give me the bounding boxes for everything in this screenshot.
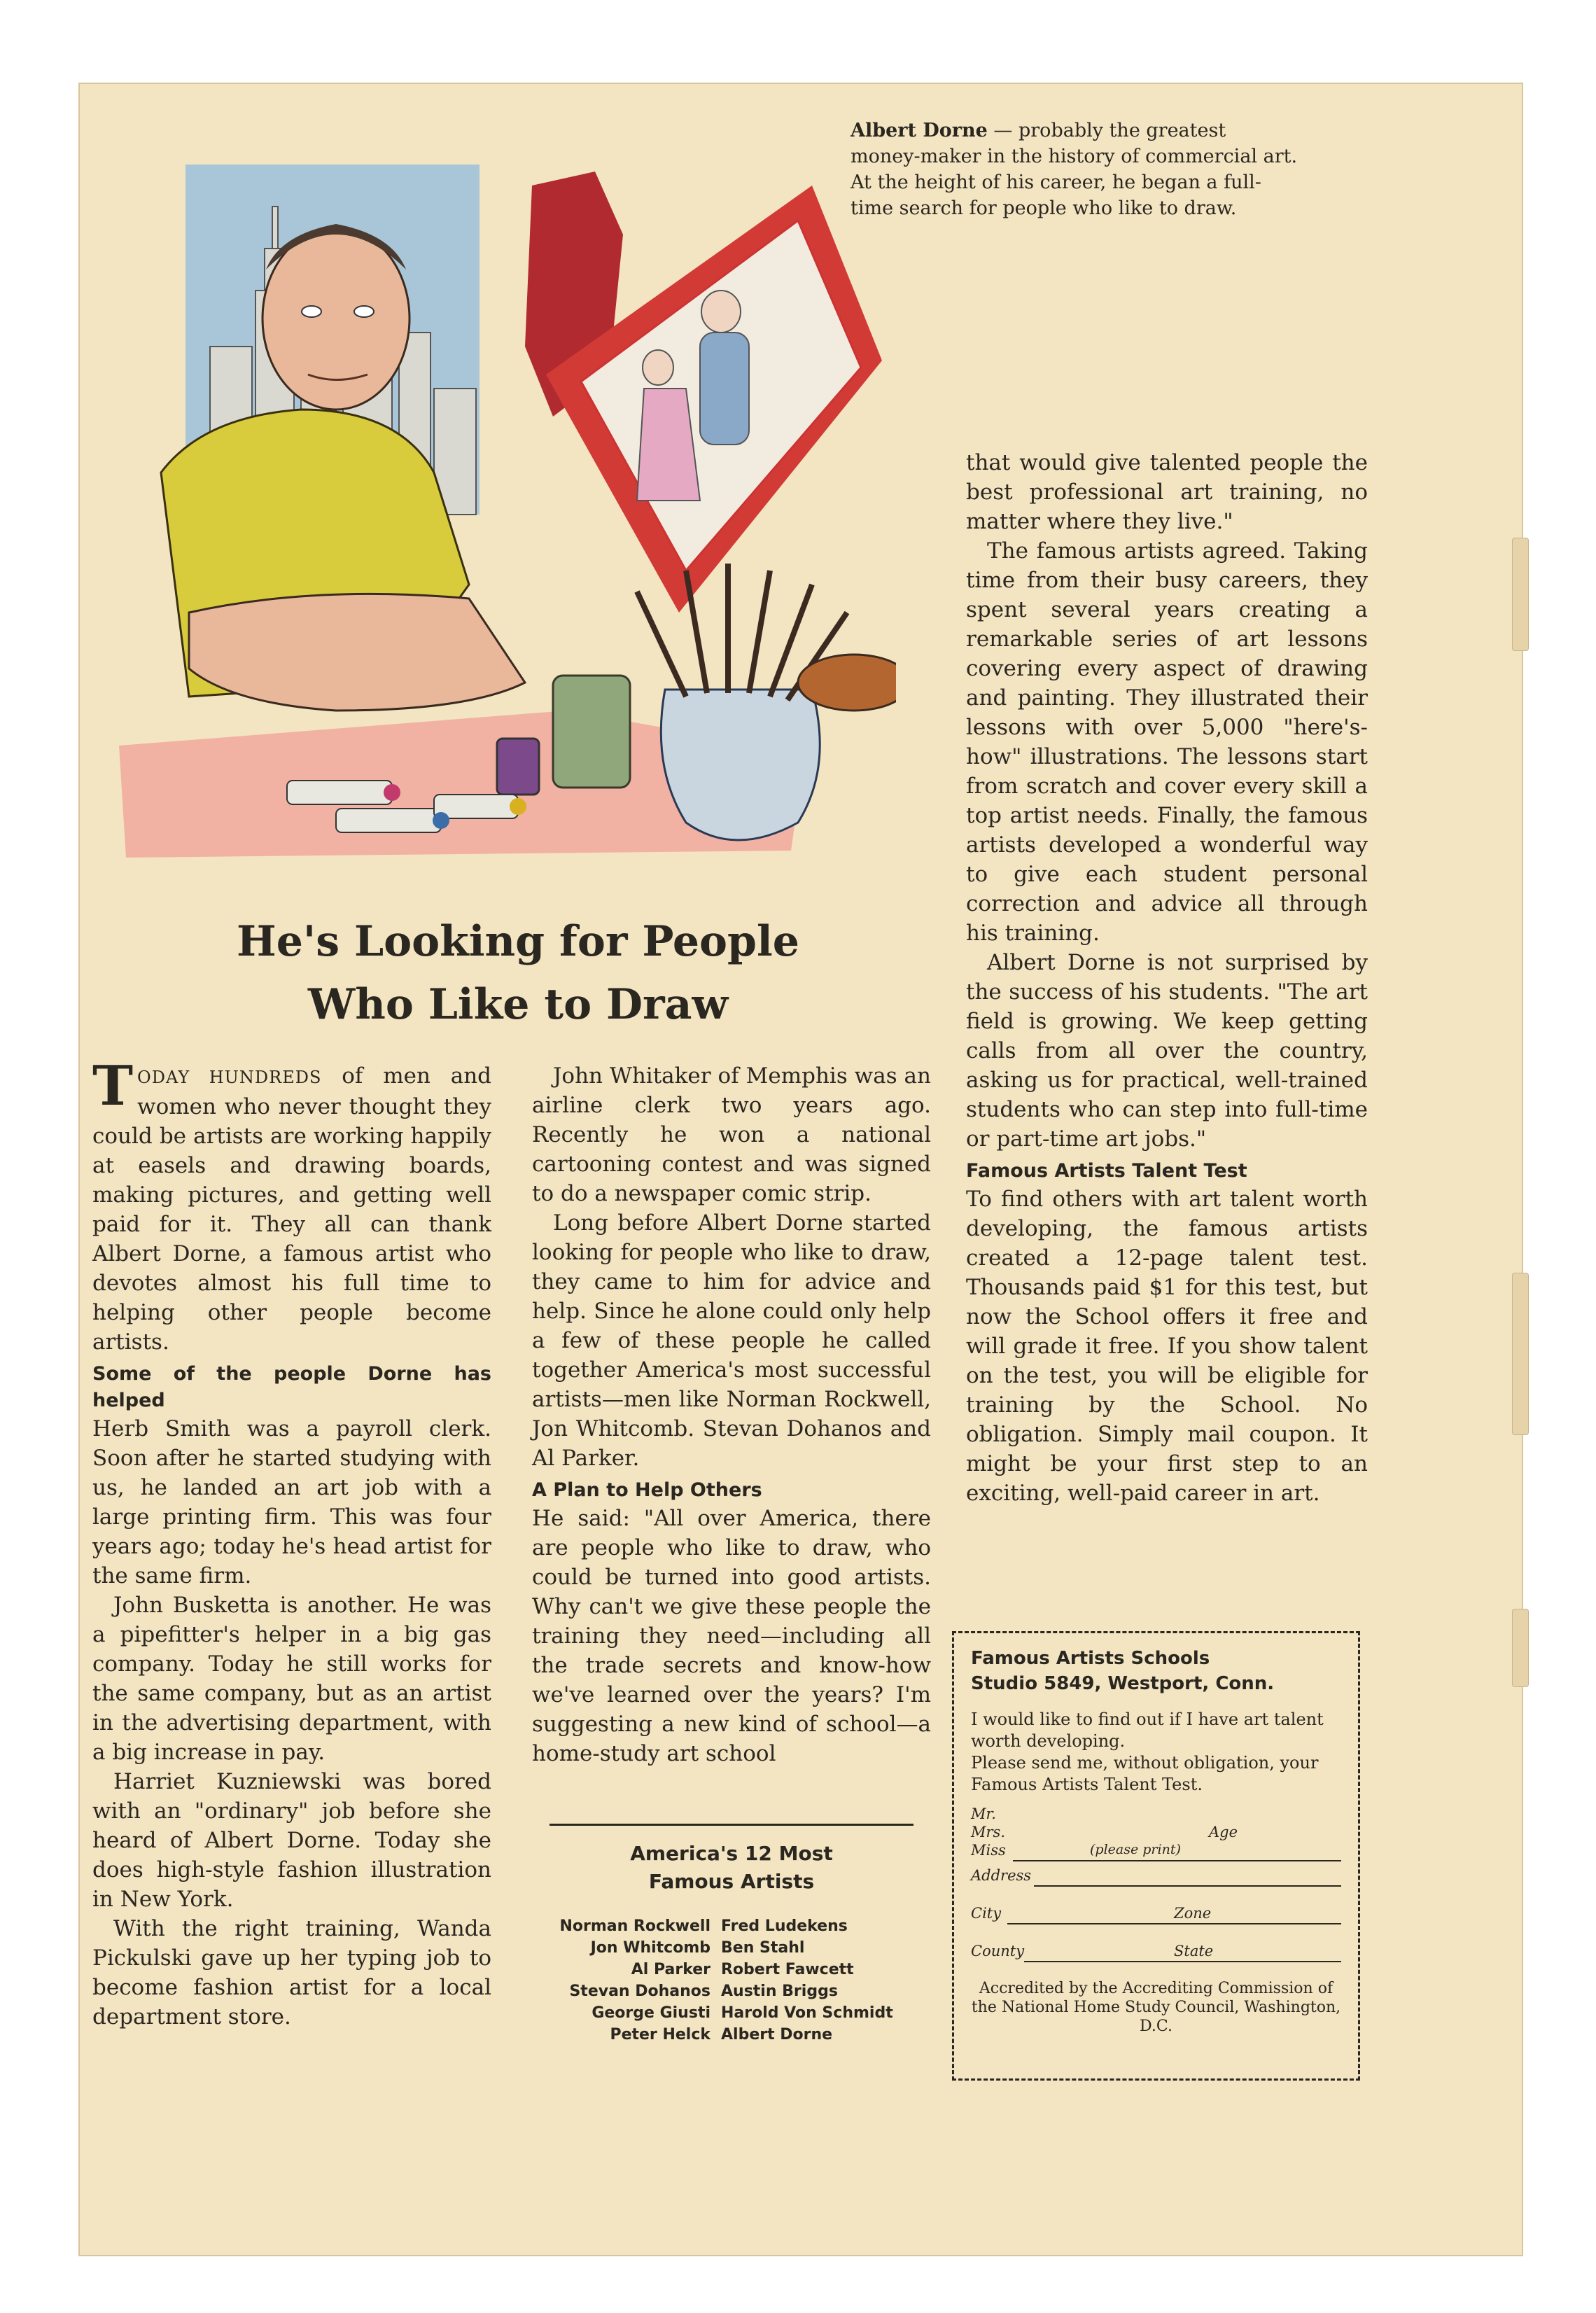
field-label: Miss: [971, 1842, 1006, 1859]
page-edge-tab: [1512, 1609, 1529, 1687]
paragraph: John Busketta is another. He was a pipefitter's helper in a big gas company. Today he still works for the same company, but as an artist in the advertising department, with a big increase in pay.: [92, 1593, 491, 1765]
artist-name: Albert Dorne: [721, 2026, 833, 2043]
drop-cap: T: [92, 1054, 134, 1118]
coupon-studio-address: Studio 5849, Westport, Conn.: [971, 1673, 1275, 1694]
artist-name: Robert Fawcett: [721, 1961, 854, 1978]
paragraph: Albert Dorne is not surprised by the success of his students. "The art field is growing. We keep getting calls from all over the country, asking us for practical, well-trained students who can step into full-time or part-time art jobs.": [966, 950, 1368, 1152]
mail-coupon[interactable]: [952, 1631, 1360, 2081]
sketch-woman-head: [643, 350, 673, 385]
field-mrs-label: [971, 1824, 1341, 1842]
please-print-note: (please print): [1090, 1842, 1181, 1857]
artist-illustration: [105, 81, 896, 893]
brush-jar: [661, 690, 820, 840]
field-label: Address: [971, 1867, 1032, 1884]
artist-list-right: [721, 1915, 945, 2046]
artist-name: Ben Stahl: [721, 1939, 805, 1957]
man-arms: [189, 594, 525, 711]
artist-name: Stevan Dohanos: [569, 1983, 710, 2000]
artist-name: Norman Rockwell: [559, 1917, 710, 1935]
paint-jar-green: [553, 676, 630, 788]
field-label: State: [1174, 1943, 1214, 1959]
man-head: [262, 228, 410, 410]
paragraph: He said: "All over America, there are people who like to draw, who could be turned into good artists. Why can't we give these people the training they need—including all the trade secrets and know-how we've learned over the years? I'm suggesting a new kind of school—a home-study art school: [532, 1506, 931, 1766]
paragraph: Herb Smith was a payroll clerk. Soon after he started studying with us, he landed an art job with a large printing firm. This was four years ago; today he's head artist for the same firm.: [92, 1416, 491, 1588]
subhead: Some of the people Dorne has helped: [92, 1363, 491, 1411]
coupon-form[interactable]: [971, 1805, 1341, 1968]
coupon-school-name: Famous Artists Schools: [971, 1648, 1210, 1669]
famous-artists-title: [546, 1840, 917, 1896]
artist-name: Jon Whitcomb: [590, 1939, 710, 1957]
coupon-header: [971, 1646, 1341, 1696]
artist-name: Austin Briggs: [721, 1983, 838, 2000]
paragraph: The famous artists agreed. Taking time from their busy careers, they spent several years creating a remarkable series of art lessons covering every aspect of drawing and painting. They illustrated their lessons with over 5,000 "here's-how" illustrations. The lessons start from scratch and cover every skill a top artist needs. Finally, the famous artists developed a wonderful way to give each student personal correction and advice all through his training.: [966, 538, 1368, 946]
artist-list-left: [525, 1915, 710, 2046]
caption-text: — probably the greatest money-maker in the history of commercial art. At the height of his career, he began a full-time search for people who like to draw.: [850, 120, 1298, 219]
artist-name: Al Parker: [631, 1961, 710, 1978]
caption-name: Albert Dorne: [850, 120, 988, 141]
accreditation-note: Accredited by the Accrediting Commission of the National Home Study Council, Washington, D.C.: [971, 1980, 1341, 2035]
artist-name: Harold Von Schmidt: [721, 2004, 893, 2022]
paragraph: Long before Albert Dorne started looking for people who like to draw, they came to him for advice and help. Since he alone could only help a few of these people he called together America's most successful artists—men like Norman Rockwell, Jon Whitcomb. Stevan Dohanos and Al Parker.: [532, 1210, 931, 1471]
field-mr-label: [971, 1805, 1341, 1824]
subhead: A Plan to Help Others: [532, 1479, 762, 1501]
article-column-1: [92, 1054, 492, 2032]
paragraph: To find others with art talent worth developing, the famous artists created a 12-page talent test. Thousands paid $1 for this test, but now the School offers it free and will grade it free. If you show talent on the test, you will be eligible for training by the School. No obligation. Simply mail coupon. It might be your first step to an exciting, well-paid career in art.: [966, 1187, 1368, 1506]
famous-artists-title-line-1: America's 12 Most: [630, 1842, 833, 1865]
subhead: Famous Artists Talent Test: [966, 1160, 1247, 1182]
mixing-bowl: [798, 655, 896, 711]
field-label: County: [971, 1943, 1025, 1959]
sketch-farmer-body: [700, 333, 749, 445]
field-label: Zone: [1174, 1905, 1212, 1922]
field-label: City: [971, 1905, 1002, 1922]
artist-name: Fred Ludekens: [721, 1917, 848, 1935]
coupon-body: [971, 1709, 1341, 1796]
paragraph: [92, 1054, 492, 1357]
artist-name: George Giusti: [592, 2004, 710, 2022]
page-edge-tab: [1512, 538, 1529, 651]
man-right-eye: [354, 306, 374, 317]
coupon-text: I would like to find out if I have art talent worth developing.: [971, 1710, 1324, 1751]
coupon-text: Please send me, without obligation, your Famous Artists Talent Test.: [971, 1753, 1319, 1794]
illustration-caption: [850, 118, 1298, 221]
lead-smallcaps: ODAY HUNDREDS: [137, 1068, 322, 1087]
artist-name: Peter Helck: [610, 2026, 710, 2043]
famous-artists-title-line-2: Famous Artists: [648, 1870, 815, 1893]
field-name[interactable]: [971, 1842, 1341, 1867]
field-age-label: Age: [1209, 1824, 1238, 1840]
field-address[interactable]: [971, 1867, 1341, 1892]
field-county-state[interactable]: [971, 1943, 1341, 1968]
paragraph: John Whitaker of Memphis was an airline clerk two years ago. Recently he won a national cartooning contest and was signed to do a newspaper comic strip.: [532, 1063, 931, 1206]
paragraph: that would give talented people the best professional art training, no matter where they live.": [966, 450, 1368, 534]
page-edge-tab: [1512, 1273, 1529, 1435]
headline-line-1: He's Looking for People: [237, 917, 799, 966]
headline: [98, 910, 938, 1036]
paragraph-text: of men and women who never thought they could be artists are working happily at easels and drawing boards, making pictures, and getting well paid for it. They all can thank Albert Dorne, a famous artist who devotes almost his full time to helping other people become artists.: [92, 1063, 492, 1355]
field-label: Mr.: [971, 1805, 996, 1822]
article-column-2: [532, 1061, 931, 1768]
field-city-zone[interactable]: [971, 1905, 1341, 1930]
paragraph: Harriet Kuzniewski was bored with an "ordinary" job before she heard of Albert Dorne. Today she does high-style fashion illustration in New York.: [92, 1769, 491, 1912]
article-column-3: [966, 448, 1368, 1508]
man-left-eye: [302, 306, 321, 317]
field-label: Mrs.: [971, 1824, 1005, 1840]
paragraph: With the right training, Wanda Pickulski gave up her typing job to become fashion artist for a local department store.: [92, 1916, 491, 2029]
divider-rule: [550, 1824, 913, 1826]
headline-line-2: Who Like to Draw: [307, 980, 729, 1029]
ink-bottle: [497, 739, 539, 795]
sketch-farmer-head: [701, 291, 741, 333]
